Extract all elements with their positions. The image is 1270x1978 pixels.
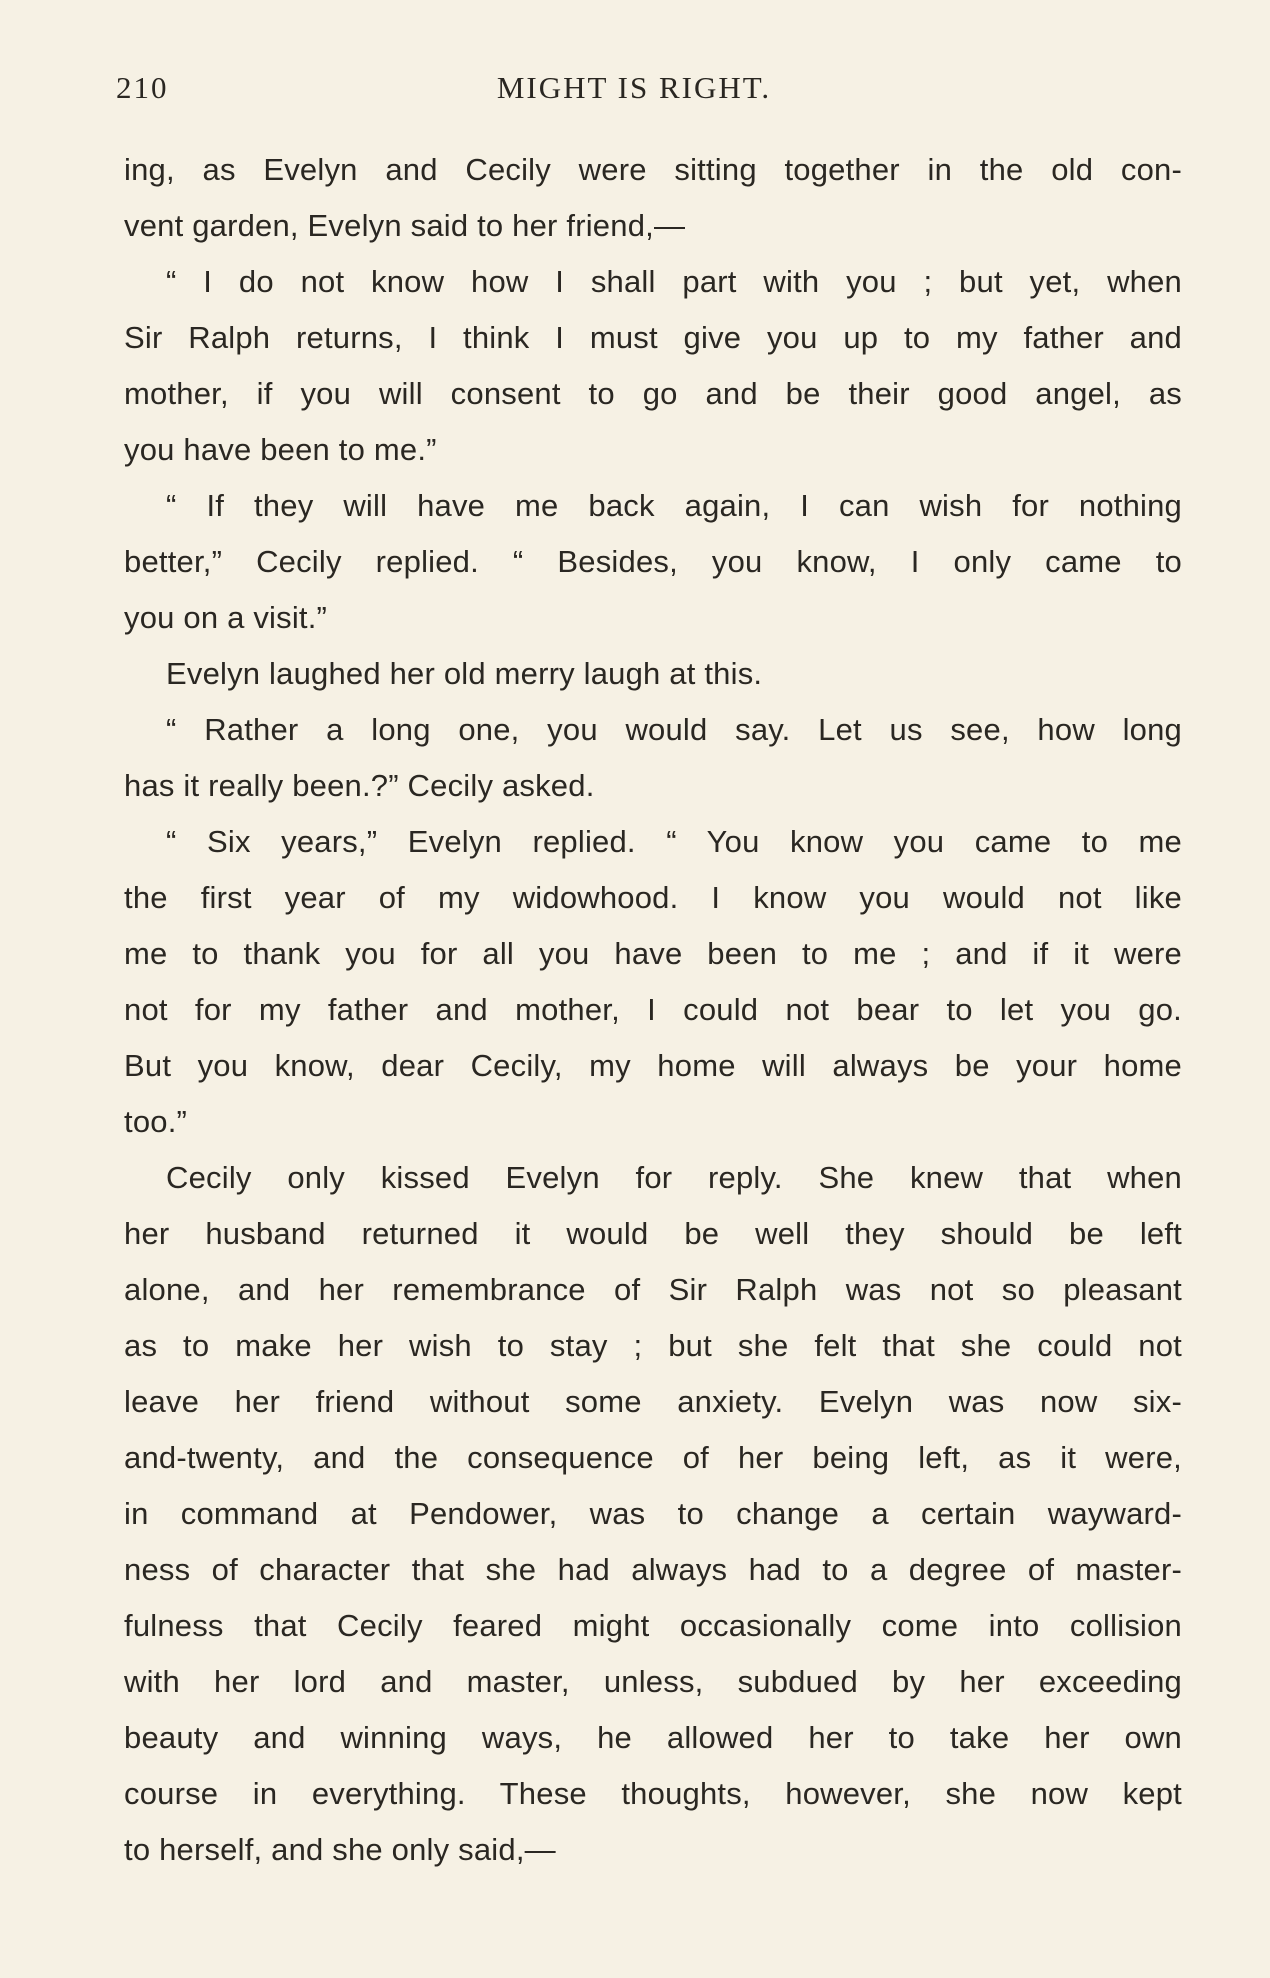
text-line: with her lord and master, unless, subdued by her exceeding xyxy=(124,1664,1182,1699)
text-line: me to thank you for all you have been to me ; and if it were xyxy=(124,936,1182,971)
text-line: “ I do not know how I shall part with you ; but yet, when xyxy=(166,264,1182,299)
text-line: Cecily only kissed Evelyn for reply. She knew that when xyxy=(166,1160,1182,1195)
text-line: course in everything. These thoughts, however, she now kept xyxy=(124,1776,1182,1811)
text-line: too.” xyxy=(124,1104,188,1139)
text-line: and-twenty, and the consequence of her being left, as it were, xyxy=(124,1440,1182,1475)
text-line: alone, and her remembrance of Sir Ralph was not so pleasant xyxy=(124,1272,1182,1307)
text-line: in command at Pendower, was to change a certain wayward- xyxy=(124,1496,1182,1531)
text-line: mother, if you will consent to go and be their good angel, as xyxy=(124,376,1182,411)
body-text xyxy=(124,142,1182,1878)
text-line: beauty and winning ways, he allowed her to take her own xyxy=(124,1720,1182,1755)
text-line: you on a visit.” xyxy=(124,600,328,635)
text-line: Sir Ralph returns, I think I must give you up to my father and xyxy=(124,320,1182,355)
text-line: as to make her wish to stay ; but she felt that she could not xyxy=(124,1328,1182,1363)
text-line: Evelyn laughed her old merry laugh at this. xyxy=(166,656,763,691)
text-line: “ If they will have me back again, I can wish for nothing xyxy=(166,488,1182,523)
text-line: you have been to me.” xyxy=(124,432,437,467)
running-title: MIGHT IS RIGHT. xyxy=(496,70,772,105)
text-line: But you know, dear Cecily, my home will always be your home xyxy=(124,1048,1182,1083)
text-line: to herself, and she only said,— xyxy=(124,1832,556,1867)
text-line: has it really been.?” Cecily asked. xyxy=(124,768,595,803)
running-head xyxy=(116,70,1182,114)
text-line: “ Rather a long one, you would say. Let us see, how long xyxy=(166,712,1182,747)
text-line: ing, as Evelyn and Cecily were sitting together in the old con- xyxy=(124,152,1182,187)
text-line: ness of character that she had always had to a degree of master- xyxy=(124,1552,1182,1587)
text-line: better,” Cecily replied. “ Besides, you know, I only came to xyxy=(124,544,1182,579)
text-line: vent garden, Evelyn said to her friend,— xyxy=(124,208,686,243)
text-line: the first year of my widowhood. I know you would not like xyxy=(124,880,1182,915)
text-line: leave her friend without some anxiety. Evelyn was now six- xyxy=(124,1384,1182,1419)
page-number: 210 xyxy=(116,70,169,105)
text-line: not for my father and mother, I could not bear to let you go. xyxy=(124,992,1182,1027)
text-line: “ Six years,” Evelyn replied. “ You know you came to me xyxy=(166,824,1182,859)
text-line: fulness that Cecily feared might occasionally come into collision xyxy=(124,1608,1182,1643)
text-line: her husband returned it would be well they should be left xyxy=(124,1216,1182,1251)
